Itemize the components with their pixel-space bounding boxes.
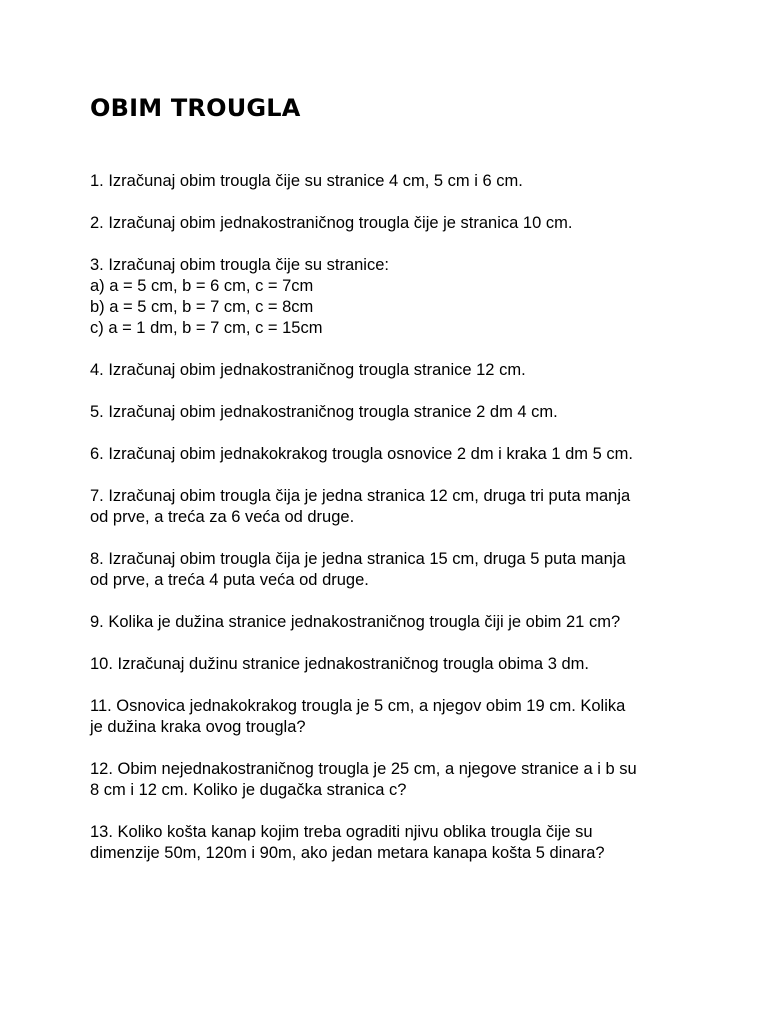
- task-10: [90, 654, 690, 675]
- task-line: 8 cm i 12 cm. Koliko je dugačka stranica c?: [90, 781, 407, 799]
- task-8: [90, 549, 690, 591]
- task-line: 13. Koliko košta kanap kojim treba ograditi njivu oblika trougla čije su: [90, 823, 593, 841]
- task-subitem-b: b) a = 5 cm, b = 7 cm, c = 8cm: [90, 298, 314, 316]
- task-line: 6. Izračunaj obim jednakokrakog trougla osnovice 2 dm i kraka 1 dm 5 cm.: [90, 445, 633, 463]
- task-line: 7. Izračunaj obim trougla čija je jedna stranica 12 cm, druga tri puta manja: [90, 487, 631, 505]
- task-1: [90, 171, 690, 192]
- task-2: [90, 213, 690, 234]
- task-line: 2. Izračunaj obim jednakostraničnog trougla čije je stranica 10 cm.: [90, 214, 573, 232]
- task-line: 3. Izračunaj obim trougla čije su stranice:: [90, 256, 389, 274]
- task-line: dimenzije 50m, 120m i 90m, ako jedan metara kanapa košta 5 dinara?: [90, 844, 605, 862]
- task-line: 9. Kolika je dužina stranice jednakostraničnog trougla čiji je obim 21 cm?: [90, 613, 621, 631]
- task-13: [90, 822, 690, 864]
- task-line: od prve, a treća 4 puta veća od druge.: [90, 571, 369, 589]
- page-title: OBIM TROUGLA: [90, 94, 301, 122]
- task-11: [90, 696, 690, 738]
- task-5: [90, 402, 690, 423]
- task-line: 11. Osnovica jednakokrakog trougla je 5 cm, a njegov obim 19 cm. Kolika: [90, 697, 626, 715]
- task-6: [90, 444, 690, 465]
- task-12: [90, 759, 690, 801]
- task-9: [90, 612, 690, 633]
- task-line: 10. Izračunaj dužinu stranice jednakostraničnog trougla obima 3 dm.: [90, 655, 589, 673]
- task-line: je dužina kraka ovog trougla?: [90, 718, 306, 736]
- task-subitem-c: c) a = 1 dm, b = 7 cm, c = 15cm: [90, 319, 323, 337]
- task-line: 12. Obim nejednakostraničnog trougla je 25 cm, a njegove stranice a i b su: [90, 760, 637, 778]
- task-line: 5. Izračunaj obim jednakostraničnog trougla stranice 2 dm 4 cm.: [90, 403, 558, 421]
- document-page: [90, 93, 690, 885]
- task-line: 8. Izračunaj obim trougla čija je jedna stranica 15 cm, druga 5 puta manja: [90, 550, 626, 568]
- task-4: [90, 360, 690, 381]
- task-line: od prve, a treća za 6 veća od druge.: [90, 508, 355, 526]
- task-subitem-a: a) a = 5 cm, b = 6 cm, c = 7cm: [90, 277, 314, 295]
- task-7: [90, 486, 690, 528]
- task-3: [90, 255, 690, 339]
- task-line: 4. Izračunaj obim jednakostraničnog trougla stranice 12 cm.: [90, 361, 526, 379]
- task-line: 1. Izračunaj obim trougla čije su stranice 4 cm, 5 cm i 6 cm.: [90, 172, 523, 190]
